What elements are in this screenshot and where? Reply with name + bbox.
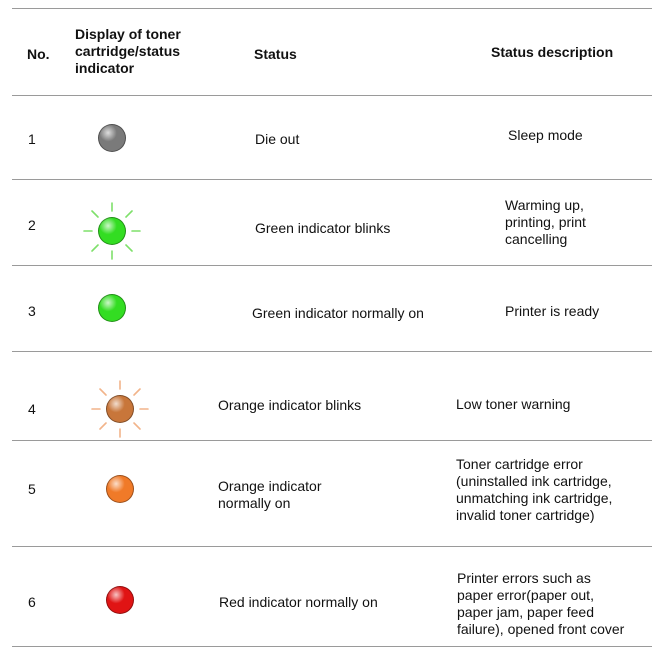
row-1-rule bbox=[12, 179, 652, 180]
row-2-status: Green indicator blinks bbox=[255, 220, 391, 236]
row-1-no: 1 bbox=[28, 131, 36, 147]
row-2-rule bbox=[12, 265, 652, 266]
header-display: Display of toner cartridge/status indicator bbox=[75, 26, 181, 76]
row-3-no: 3 bbox=[28, 303, 36, 319]
orange-blinking-indicator-icon bbox=[106, 395, 134, 423]
row-5-rule bbox=[12, 546, 652, 547]
header-bottom-rule bbox=[12, 95, 652, 96]
row-6-description: Printer errors such as paper error(paper out, paper jam, paper feed failure), opened front cover bbox=[457, 570, 625, 637]
row-3-rule bbox=[12, 351, 652, 352]
row-5-status: Orange indicator normally on bbox=[218, 478, 322, 511]
row-4-status: Orange indicator blinks bbox=[218, 397, 362, 413]
row-1-description: Sleep mode bbox=[508, 127, 583, 143]
row-3-description: Printer is ready bbox=[505, 303, 600, 319]
row-4-rule bbox=[12, 440, 652, 441]
header-top-rule bbox=[12, 8, 652, 9]
row-4-description: Low toner warning bbox=[456, 396, 571, 412]
row-2-no: 2 bbox=[28, 217, 36, 233]
table-bottom-rule bbox=[12, 646, 652, 647]
row-3-status: Green indicator normally on bbox=[252, 305, 424, 321]
header-status: Status bbox=[254, 46, 297, 62]
header-no: No. bbox=[27, 46, 50, 62]
gray-indicator-icon bbox=[98, 124, 126, 152]
orange-indicator-icon bbox=[106, 475, 134, 503]
row-6-status: Red indicator normally on bbox=[219, 594, 378, 610]
row-1-status: Die out bbox=[255, 131, 300, 147]
red-indicator-icon bbox=[106, 586, 134, 614]
row-5-no: 5 bbox=[28, 481, 36, 497]
green-blinking-indicator-icon bbox=[98, 217, 126, 245]
row-6-no: 6 bbox=[28, 594, 36, 610]
row-2-description: Warming up, printing, print cancelling bbox=[505, 197, 586, 247]
row-5-description: Toner cartridge error (uninstalled ink cartridge, unmatching ink cartridge, invalid toner cartridge) bbox=[456, 456, 613, 523]
row-4-no: 4 bbox=[28, 401, 36, 417]
green-indicator-icon bbox=[98, 294, 126, 322]
header-description: Status description bbox=[491, 44, 614, 60]
